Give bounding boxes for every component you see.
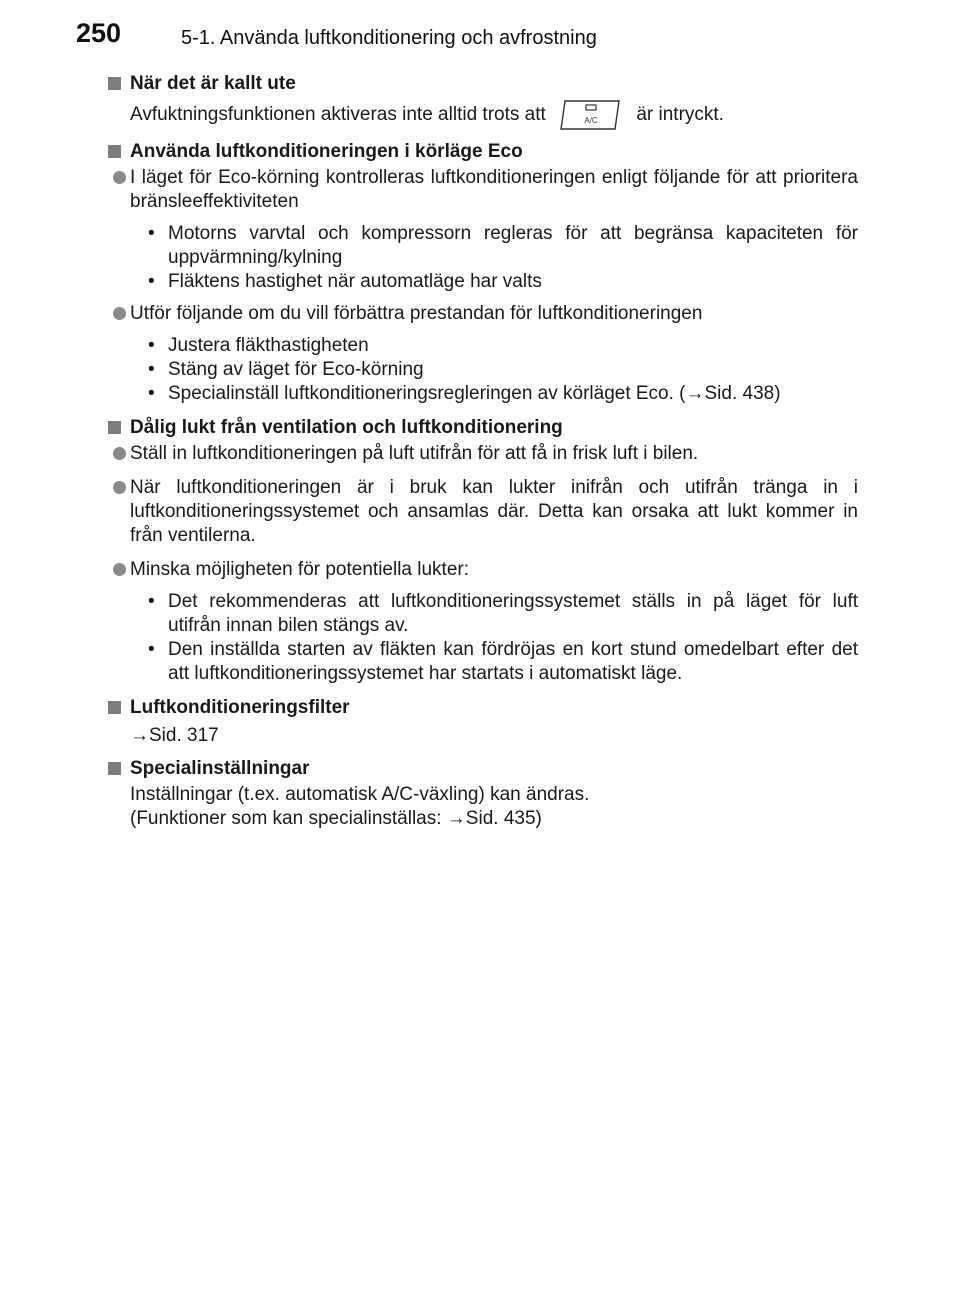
circle-bullet-icon [113, 563, 126, 576]
square-bullet-icon [108, 762, 121, 775]
page-reference: →Sid. 317 [130, 725, 219, 746]
square-bullet-icon [108, 421, 121, 434]
bullet-item: • Justera fläkthastigheten [148, 335, 369, 356]
circle-bullet-icon [113, 171, 126, 184]
circle-bullet-icon [113, 481, 126, 494]
section-heading: När det är kallt ute [108, 70, 858, 98]
section-bad-smell [108, 414, 858, 686]
section-heading: Använda luftkonditioneringen i körläge Eco [108, 138, 858, 166]
list-item: Ställ in luftkonditioneringen på luft utifrån för att få in frisk luft i bilen. [108, 442, 858, 466]
square-bullet-icon [108, 77, 121, 90]
ac-button-icon [559, 98, 623, 132]
square-bullet-icon [108, 701, 121, 714]
list-item: I läget för Eco-körning kontrolleras luftkonditioneringen enligt följande för att prioritera bränsleeffektiviteten [108, 166, 858, 214]
list-item: Minska möjligheten för potentiella lukter: [108, 558, 858, 582]
bullet-item: • Motorns varvtal och kompressorn regleras för att begränsa kapaciteten för uppvärmning/kylning [148, 223, 858, 268]
section-custom-settings [108, 755, 858, 831]
paragraph-line: Inställningar (t.ex. automatisk A/C-växling) kan ändras. [130, 784, 590, 805]
square-bullet-icon [108, 145, 121, 158]
bullet-list [108, 590, 858, 686]
section-cold-weather [108, 70, 858, 132]
paragraph-line: (Funktioner som kan specialinställas: →Sid. 435) [130, 808, 542, 829]
section-eco-mode [108, 138, 858, 406]
section-heading: Dålig lukt från ventilation och luftkonditionering [108, 414, 858, 442]
bullet-list [108, 222, 858, 294]
page-header [0, 0, 960, 60]
chapter-title: 5-1. Använda luftkonditionering och avfrostning [181, 27, 597, 49]
circle-bullet-icon [113, 307, 126, 320]
section-ac-filter [108, 694, 858, 749]
page-content [108, 70, 858, 837]
bullet-item: • Specialinställ luftkonditioneringsregleringen av körläget Eco. (→Sid. 438) [148, 383, 781, 404]
page-number: 250 [76, 18, 122, 48]
paragraph: Avfuktningsfunktionen aktiveras inte alltid trots att A/C är intryckt. [108, 98, 858, 132]
list-item: Utför följande om du vill förbättra prestandan för luftkonditioneringen [108, 302, 858, 326]
bullet-list [108, 334, 858, 406]
list-item: När luftkonditioneringen är i bruk kan lukter inifrån och utifrån tränga in i luftkonditioneringssystemet och ansamlas där. Detta kan orsaka att lukt kommer in från ventilerna. [108, 476, 858, 548]
section-heading: Specialinställningar [108, 755, 858, 783]
bullet-item: • Den inställda starten av fläkten kan fördröjas en kort stund omedelbart efter det att luftkonditioneringssystemet har startats i automatiskt läge. [148, 639, 858, 684]
bullet-item: • Det rekommenderas att luftkonditioneringssystemet ställs in på läget för luft utifrån innan bilen stängs av. [148, 591, 858, 636]
bullet-item: • Stäng av läget för Eco-körning [148, 359, 424, 380]
bullet-item: • Fläktens hastighet när automatläge har valts [148, 271, 542, 292]
circle-bullet-icon [113, 447, 126, 460]
ac-button-label: A/C [584, 116, 598, 125]
section-heading: Luftkonditioneringsfilter [108, 694, 858, 722]
